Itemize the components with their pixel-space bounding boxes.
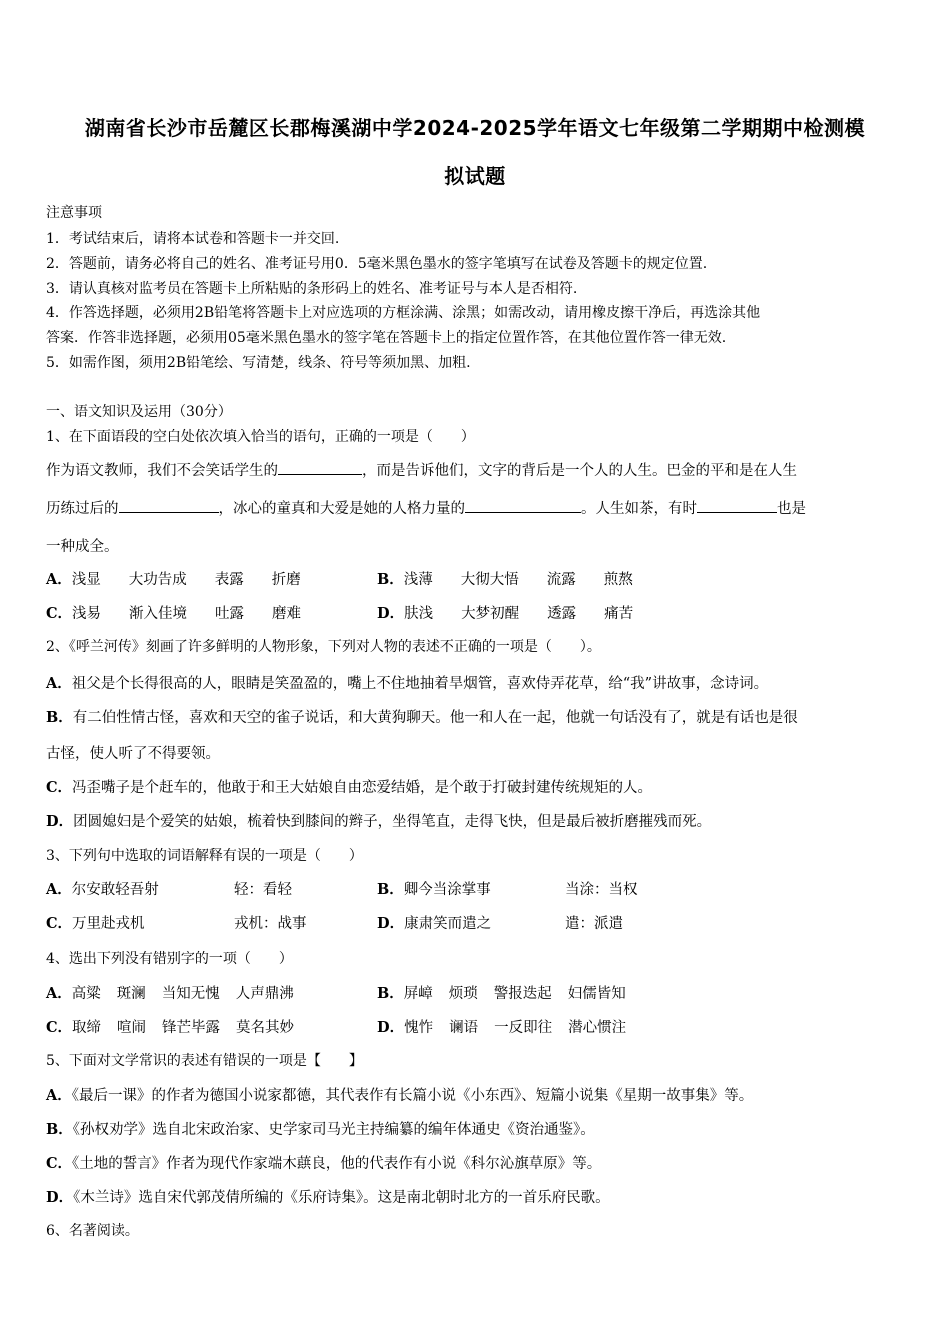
option-c: C．冯歪嘴子是个赶车的，他敢于和王大姑娘自由恋爱结婚，是个敢于打破封建传统规矩的人。 xyxy=(46,779,653,796)
option-b: B．卿今当涂掌事 xyxy=(377,881,491,898)
blank-1 xyxy=(278,460,362,475)
option-c: C．《土地的誓言》作者为现代作家端木蕻良，他的代表作有小说《科尔沁旗草原》等。 xyxy=(46,1155,602,1172)
option-a: A．祖父是个长得很高的人，眼睛是笑盈盈的，嘴上不住地抽着旱烟管，喜欢侍弄花草，给“我”讲故事，念诗词。 xyxy=(46,675,769,692)
page-title: 湖南省长沙市岳麓区长郡梅溪湖中学2024-2025学年语文七年级第二学期期中检测模 xyxy=(84,116,866,140)
question-4-stem: 4、选出下列没有错别字的一项（ ） xyxy=(46,951,293,967)
option-c: C．浅易 渐入佳境 吐露 磨难 xyxy=(46,605,302,622)
option-a: A．尔安敢轻吾射 xyxy=(46,881,159,898)
option-d: D．《木兰诗》选自宋代郭茂倩所编的《乐府诗集》。这是南北朝时北方的一首乐府民歌。 xyxy=(46,1189,610,1206)
notice-item: 4．作答选择题，必须用2B铅笔将答题卡上对应选项的方框涂满、涂黑；如需改动，请用橡皮擦干净后，再选涂其他 xyxy=(46,305,761,321)
notice-item: 3．请认真核对监考员在答题卡上所粘贴的条形码上的姓名、准考证号与本人是否相符. xyxy=(46,281,578,297)
passage-text: ，冰心的童真和大爱是她的人格力量的 xyxy=(218,501,465,517)
passage-text: 也是 xyxy=(777,501,806,517)
notice-header: 注意事项 xyxy=(46,205,102,221)
page-title-continued: 拟试题 xyxy=(444,164,506,188)
passage-text: 作为语文教师，我们不会笑话学生的 xyxy=(46,463,278,479)
notice-item: 2．答题前，请务必将自己的姓名、准考证号用0．5毫米黑色墨水的签字笔填写在试卷及答题卡的规定位置. xyxy=(46,256,708,272)
option-c: C．取缔 喧闹 锋芒毕露 莫名其妙 xyxy=(46,1019,295,1036)
question-1-stem: 1、在下面语段的空白处依次填入恰当的语句，正确的一项是（ ） xyxy=(46,429,475,445)
option-b-explanation: 当涂：当权 xyxy=(565,882,638,898)
option-c: C．万里赴戎机 xyxy=(46,915,145,932)
option-b-continued: 古怪，使人听了不得要领。 xyxy=(46,746,220,762)
option-b: B．屏嶂 烦琐 警报迭起 妇儒皆知 xyxy=(377,985,626,1002)
option-b: B．浅薄 大彻大悟 流露 煎熬 xyxy=(377,571,633,588)
option-a: A．《最后一课》的作者为德国小说家都德，其代表作有长篇小说《小东西》、短篇小说集《星期一故事集》等。 xyxy=(46,1087,754,1104)
blank-2 xyxy=(119,498,219,513)
option-d: D．愧怍 谰语 一反即往 潜心惯注 xyxy=(377,1019,627,1036)
option-c-explanation: 戎机：战事 xyxy=(234,916,307,932)
option-a: A．高粱 斑澜 当知无愧 人声鼎沸 xyxy=(46,985,294,1002)
question-6-stem: 6、名著阅读。 xyxy=(46,1223,139,1239)
notice-item: 1．考试结束后，请将本试卷和答题卡一并交回. xyxy=(46,231,340,247)
question-1-passage-line xyxy=(46,497,806,518)
blank-3 xyxy=(465,498,581,513)
blank-4 xyxy=(697,498,777,513)
question-3-stem: 3、下列句中选取的词语解释有误的一项是（ ） xyxy=(46,848,363,864)
passage-text: ，而是告诉他们，文字的背后是一个人的人生。巴金的平和是在人生 xyxy=(362,463,797,479)
option-d: D．团圆媳妇是个爱笑的姑娘，梳着快到膝间的辫子，坐得笔直，走得飞快，但是最后被折磨摧残而死。 xyxy=(46,813,712,830)
option-d: D．肤浅 大梦初醒 透露 痛苦 xyxy=(377,605,634,622)
option-a-explanation: 轻：看轻 xyxy=(234,882,292,898)
notice-item: 5．如需作图，须用2B铅笔绘、写清楚，线条、符号等须加黑、加粗. xyxy=(46,355,471,371)
passage-text: 历练过后的 xyxy=(46,501,119,517)
option-b: B．《孙权劝学》选自北宋政治家、史学家司马光主持编纂的编年体通史《资治通鉴》。 xyxy=(46,1121,595,1138)
question-5-stem: 5、下面对文学常识的表述有错误的一项是【 】 xyxy=(46,1053,363,1069)
question-1-passage-line xyxy=(46,459,797,480)
option-d-explanation: 遣：派遣 xyxy=(565,916,623,932)
passage-text: 。人生如茶，有时 xyxy=(581,501,697,517)
notice-item: 答案．作答非选择题，必须用05毫米黑色墨水的签字笔在答题卡上的指定位置作答，在其他位置作答一律无效. xyxy=(46,330,727,346)
section-heading: 一、语文知识及运用（30分） xyxy=(46,404,232,420)
question-2-stem: 2、《呼兰河传》刻画了许多鲜明的人物形象，下列对人物的表述不正确的一项是（ ）。 xyxy=(46,639,601,655)
question-1-passage-line: 一种成全。 xyxy=(46,539,119,555)
option-d: D．康肃笑而遣之 xyxy=(377,915,492,932)
option-b: B．有二伯性情古怪，喜欢和天空的雀子说话，和大黄狗聊天。他一和人在一起，他就一句话没有了，就是有话也是很 xyxy=(46,709,798,726)
option-a: A．浅显 大功告成 表露 折磨 xyxy=(46,571,301,588)
